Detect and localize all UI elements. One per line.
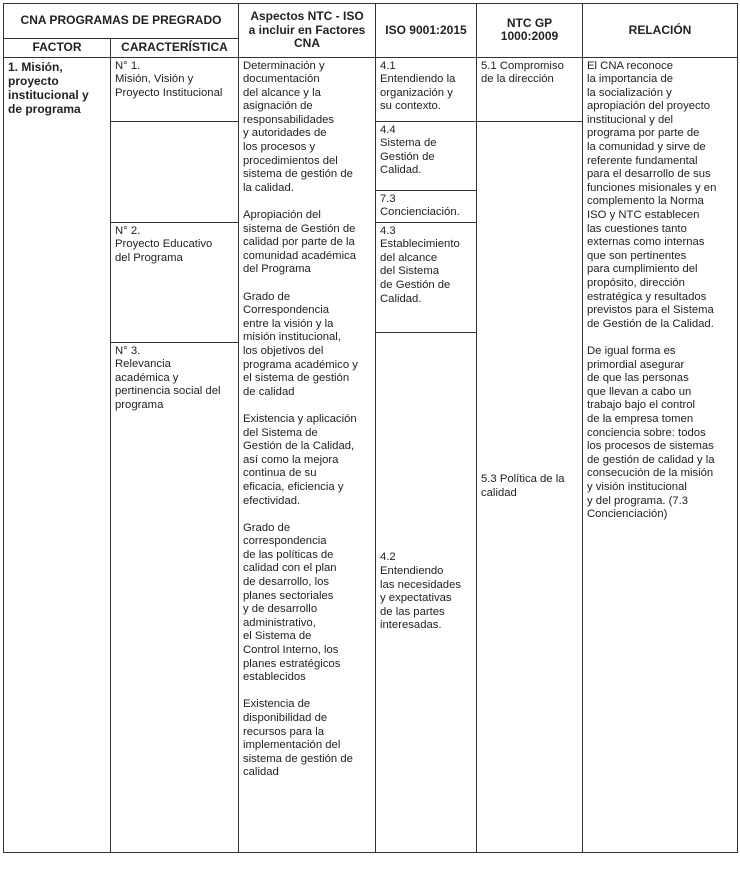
cna-iso-relation-table [3,3,738,853]
header-factor: FACTOR [4,39,111,58]
aspecto-1: Determinación y documentación del alcance y la asignación de responsabilidades y autoridades de los procesos y procedimientos del sistema de gestión de la calidad. [243,59,353,194]
caracteristica-3: N° 3. Relevancia académica y pertinencia social del programa [111,342,239,852]
ntc-5-3: 5.3 Política de la calidad [477,121,583,852]
header-iso: ISO 9001:2015 [376,4,477,58]
factor-cell: 1. Misión, proyecto institucional y de programa [4,57,111,852]
relacion-cell [583,57,738,852]
iso-7-3: 7.3 Concienciación. [376,190,477,222]
iso-4-4: 4.4 Sistema de Gestión de Calidad. [376,121,477,190]
header-aspectos: Aspectos NTC - ISO a incluir en Factores CNA [239,4,376,58]
iso-4-1: 4.1 Entendiendo la organización y su contexto. [376,57,477,121]
relacion-paragraph-2: De igual forma es primordial asegurar de que las personas que llevan a cabo un trabajo bajo el control de la empresa tomen conciencia sobre: todos los procesos de sistemas de gestión de calidad y la consecución de la misión y visión institucional y del programa. (7.3 Concienciación) [587,344,715,521]
caracteristica-1: N° 1. Misión, Visión y Proyecto Institucional [111,57,239,121]
aspecto-3: Grado de Correspondencia entre la visión y la misión institucional, los objetivos del programa académico y el sistema de gestión de calidad [243,290,358,398]
iso-4-2: 4.2 Entendiendo las necesidades y expectativas de las partes interesadas. [376,332,477,852]
aspectos-cell [239,57,376,852]
header-relacion: RELACIÓN [583,4,738,58]
relacion-paragraph-1: El CNA reconoce la importancia de la socialización y apropiación del proyecto institucional y del programa por parte de la comunidad y sirve de referente fundamental para el desarrollo de sus funciones misionales y en complemento la Norma ISO y NTC establecen las cuestiones tanto externas como internas que son pertinentes para cumplimiento del propósito, dirección estratégica y resultados previstos para el Sistema de Gestión de la Calidad. [587,59,717,330]
iso-4-3: 4.3 Establecimiento del alcance del Sistema de Gestión de Calidad. [376,222,477,332]
aspecto-5: Grado de correspondencia de las políticas de calidad con el plan de desarrollo, los planes sectoriales y de desarrollo administrativo, el Sistema de Control Interno, los planes estratégicos establecidos [243,521,341,684]
ntc-5-1: 5.1 Compromiso de la dirección [477,57,583,121]
header-ntc: NTC GP 1000:2009 [477,4,583,58]
header-cna-programas: CNA PROGRAMAS DE PREGRADO [4,4,239,39]
aspecto-6: Existencia de disponibilidad de recursos para la implementación del sistema de gestión de calidad [243,698,353,779]
caracteristica-empty [111,121,239,222]
aspecto-2: Apropiación del sistema de Gestión de calidad por parte de la comunidad académica del Programa [243,209,357,276]
header-caracteristica: CARACTERÍSTICA [111,39,239,58]
aspecto-4: Existencia y aplicación del Sistema de Gestión de la Calidad, así como la mejora continua de su eficacia, eficiencia y efectividad. [243,412,357,507]
caracteristica-2: N° 2. Proyecto Educativo del Programa [111,222,239,342]
